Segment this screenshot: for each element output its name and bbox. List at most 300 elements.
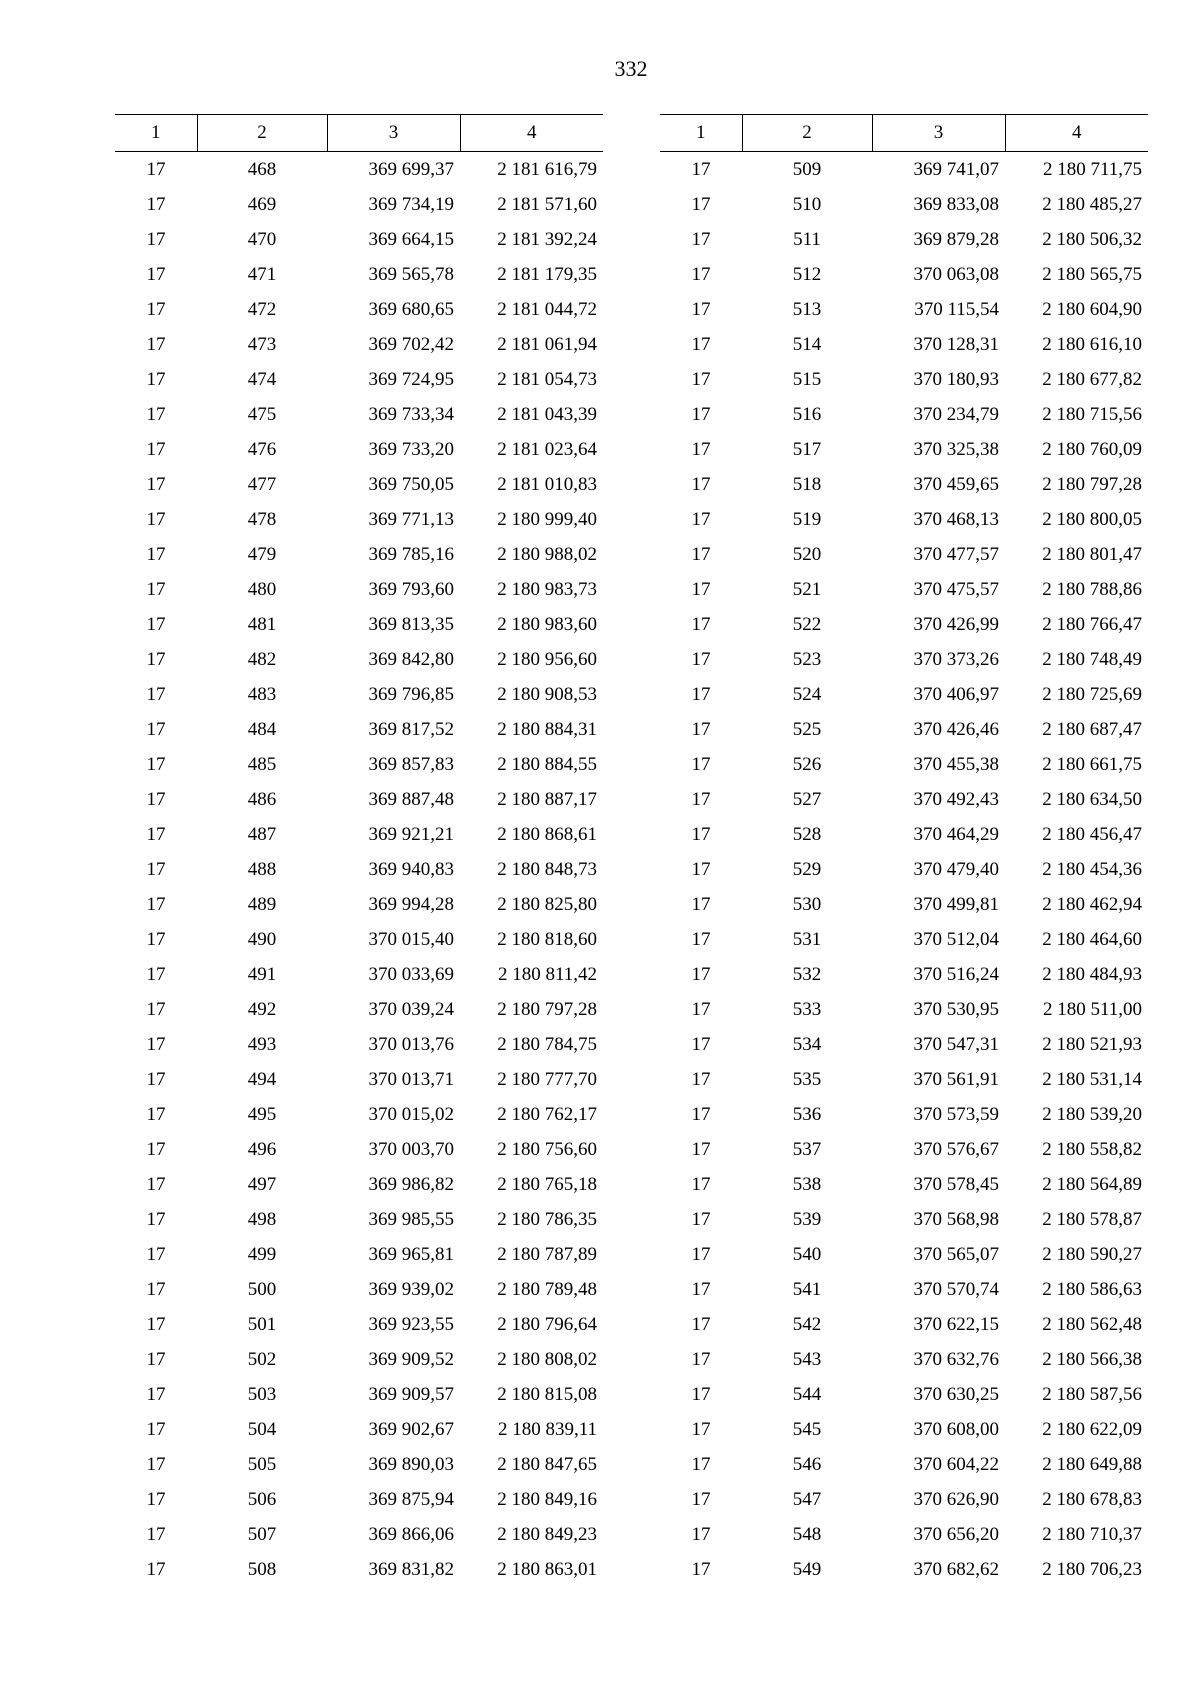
table-cell-col-2: 535 [792, 1068, 822, 1090]
table-cell-col-3: 370 063,08 [913, 263, 999, 285]
table-cell-col-2: 492 [247, 998, 277, 1020]
table-cell-col-2: 510 [792, 193, 822, 215]
table-cell-col-4: 2 180 988,02 [497, 543, 597, 565]
table-row [115, 1132, 603, 1167]
table-cell-col-4: 2 180 839,11 [497, 1418, 597, 1440]
table-cell-col-2: 537 [792, 1138, 822, 1160]
table-cell-col-1: 17 [146, 1138, 166, 1160]
table-cell-col-1: 17 [691, 228, 711, 250]
table-cell-col-2: 528 [792, 823, 822, 845]
table-row [115, 677, 603, 712]
table-row [660, 642, 1148, 677]
table-row [660, 712, 1148, 747]
table-cell-col-4: 2 180 765,18 [497, 1173, 597, 1195]
table-cell-col-1: 17 [146, 1488, 166, 1510]
table-row [660, 887, 1148, 922]
table-cell-col-1: 17 [146, 1523, 166, 1545]
table-cell-col-1: 17 [691, 823, 711, 845]
table-cell-col-4: 2 180 511,00 [1042, 998, 1142, 1020]
table-cell-col-2: 542 [792, 1313, 822, 1335]
table-cell-col-4: 2 180 849,23 [497, 1523, 597, 1545]
table-row [660, 1552, 1148, 1587]
table-row [660, 467, 1148, 502]
table-cell-col-1: 17 [146, 508, 166, 530]
table-cell-col-1: 17 [146, 473, 166, 495]
table-row [660, 292, 1148, 327]
table-cell-col-4: 2 180 454,36 [1042, 858, 1142, 880]
table-cell-col-2: 512 [792, 263, 822, 285]
table-cell-col-4: 2 180 725,69 [1042, 683, 1142, 705]
table-cell-col-3: 370 426,99 [913, 613, 999, 635]
table-cell-col-2: 519 [792, 508, 822, 530]
table-cell-col-3: 369 733,20 [368, 438, 454, 460]
table-cell-col-4: 2 180 506,32 [1042, 228, 1142, 250]
table-row [660, 1237, 1148, 1272]
table-cell-col-4: 2 180 797,28 [497, 998, 597, 1020]
table-cell-col-4: 2 180 815,08 [497, 1383, 597, 1405]
table-cell-col-3: 369 796,85 [368, 683, 454, 705]
table-cell-col-4: 2 180 908,53 [497, 683, 597, 705]
table-cell-col-4: 2 181 010,83 [497, 473, 597, 495]
table-cell-col-1: 17 [691, 788, 711, 810]
table-cell-col-1: 17 [146, 1383, 166, 1405]
table-cell-col-1: 17 [146, 893, 166, 915]
table-row [115, 747, 603, 782]
table-cell-col-4: 2 180 849,16 [497, 1488, 597, 1510]
table-cell-col-2: 544 [792, 1383, 822, 1405]
table-cell-col-2: 475 [247, 403, 277, 425]
table-cell-col-1: 17 [691, 1558, 711, 1580]
table-cell-col-1: 17 [146, 1453, 166, 1475]
table-row [660, 852, 1148, 887]
table-row [660, 747, 1148, 782]
table-row [115, 1202, 603, 1237]
table-cell-col-4: 2 180 706,23 [1042, 1558, 1142, 1580]
table-cell-col-3: 370 039,24 [368, 998, 454, 1020]
table-row [660, 782, 1148, 817]
table-row [115, 712, 603, 747]
table-cell-col-4: 2 180 634,50 [1042, 788, 1142, 810]
table-cell-col-2: 496 [247, 1138, 277, 1160]
table-cell-col-2: 473 [247, 333, 277, 355]
table-cell-col-2: 476 [247, 438, 277, 460]
table-cell-col-3: 370 234,79 [913, 403, 999, 425]
table-cell-col-4: 2 180 789,48 [497, 1278, 597, 1300]
column-header-1: 1 [660, 115, 742, 152]
table-cell-col-2: 483 [247, 683, 277, 705]
table-cell-col-3: 369 680,65 [368, 298, 454, 320]
table-row [660, 1307, 1148, 1342]
table-cell-col-4: 2 180 565,75 [1042, 263, 1142, 285]
table-cell-col-3: 370 576,67 [913, 1138, 999, 1160]
table-cell-col-4: 2 180 616,10 [1042, 333, 1142, 355]
table-cell-col-1: 17 [146, 228, 166, 250]
table-cell-col-3: 370 475,57 [913, 578, 999, 600]
table-row [115, 1027, 603, 1062]
table-cell-col-3: 370 512,04 [913, 928, 999, 950]
table-cell-col-2: 511 [793, 228, 821, 250]
table-cell-col-2: 484 [247, 718, 277, 740]
table-cell-col-2: 502 [247, 1348, 277, 1370]
table-cell-col-4: 2 180 562,48 [1042, 1313, 1142, 1335]
table-cell-col-3: 369 879,28 [913, 228, 999, 250]
table-cell-col-3: 370 477,57 [913, 543, 999, 565]
table-row [115, 1272, 603, 1307]
table-cell-col-3: 370 632,76 [913, 1348, 999, 1370]
table-cell-col-4: 2 180 811,42 [497, 963, 597, 985]
table-row [115, 397, 603, 432]
table-cell-col-1: 17 [146, 613, 166, 635]
table-row [115, 257, 603, 292]
table-row [115, 572, 603, 607]
table-cell-col-1: 17 [691, 263, 711, 285]
table-cell-col-4: 2 181 043,39 [497, 403, 597, 425]
table-cell-col-1: 17 [146, 928, 166, 950]
table-row [660, 1517, 1148, 1552]
table-cell-col-1: 17 [691, 858, 711, 880]
table-cell-col-4: 2 180 788,86 [1042, 578, 1142, 600]
table-cell-col-4: 2 180 847,65 [497, 1453, 597, 1475]
table-cell-col-3: 369 939,02 [368, 1278, 454, 1300]
table-cell-col-1: 17 [146, 1173, 166, 1195]
table-row [115, 362, 603, 397]
table-cell-col-2: 486 [247, 788, 277, 810]
table-cell-col-1: 17 [146, 683, 166, 705]
table-cell-col-1: 17 [146, 823, 166, 845]
table-cell-col-3: 369 734,19 [368, 193, 454, 215]
table-cell-col-4: 2 180 848,73 [497, 858, 597, 880]
table-cell-col-1: 17 [691, 1418, 711, 1440]
table-cell-col-4: 2 180 484,93 [1042, 963, 1142, 985]
table-row [660, 1272, 1148, 1307]
table-cell-col-1: 17 [146, 298, 166, 320]
table-cell-col-4: 2 180 687,47 [1042, 718, 1142, 740]
table-cell-col-4: 2 180 818,60 [497, 928, 597, 950]
table-cell-col-1: 17 [691, 1173, 711, 1195]
table-cell-col-3: 370 128,31 [913, 333, 999, 355]
table-cell-col-3: 369 866,06 [368, 1523, 454, 1545]
table-cell-col-1: 17 [691, 1208, 711, 1230]
table-cell-col-2: 488 [247, 858, 277, 880]
column-header-4: 4 [460, 115, 603, 152]
table-row [660, 1377, 1148, 1412]
table-cell-col-4: 2 180 710,37 [1042, 1523, 1142, 1545]
table-cell-col-3: 369 994,28 [368, 893, 454, 915]
table-cell-col-3: 369 771,13 [368, 508, 454, 530]
table-row [115, 1482, 603, 1517]
table-cell-col-2: 534 [792, 1033, 822, 1055]
table-row [115, 1377, 603, 1412]
table-body [115, 152, 603, 1588]
table-cell-col-4: 2 180 564,89 [1042, 1173, 1142, 1195]
table-row [660, 1342, 1148, 1377]
table-cell-col-4: 2 180 622,09 [1042, 1418, 1142, 1440]
table-cell-col-2: 532 [792, 963, 822, 985]
table-cell-col-2: 538 [792, 1173, 822, 1195]
table-row [115, 642, 603, 677]
table-cell-col-3: 370 622,15 [913, 1313, 999, 1335]
table-cell-col-1: 17 [691, 613, 711, 635]
column-header-4: 4 [1005, 115, 1148, 152]
table-cell-col-3: 370 426,46 [913, 718, 999, 740]
table-cell-col-4: 2 180 586,63 [1042, 1278, 1142, 1300]
table-cell-col-3: 370 464,29 [913, 823, 999, 845]
column-header-2: 2 [197, 115, 327, 152]
table-cell-col-4: 2 180 756,60 [497, 1138, 597, 1160]
table-cell-col-3: 370 033,69 [368, 963, 454, 985]
table-row [115, 852, 603, 887]
table-row [115, 1447, 603, 1482]
table-cell-col-3: 369 833,08 [913, 193, 999, 215]
table-row [660, 817, 1148, 852]
table-cell-col-2: 474 [247, 368, 277, 390]
table-cell-col-1: 17 [146, 648, 166, 670]
table-cell-col-1: 17 [691, 333, 711, 355]
coordinates-table-right [660, 114, 1148, 1587]
table-cell-col-2: 521 [792, 578, 822, 600]
table-cell-col-2: 497 [247, 1173, 277, 1195]
table-cell-col-4: 2 180 808,02 [497, 1348, 597, 1370]
table-cell-col-2: 526 [792, 753, 822, 775]
table-cell-col-4: 2 180 956,60 [497, 648, 597, 670]
table-cell-col-3: 370 656,20 [913, 1523, 999, 1545]
table-cell-col-4: 2 180 649,88 [1042, 1453, 1142, 1475]
table-cell-col-2: 469 [247, 193, 277, 215]
table-cell-col-2: 506 [247, 1488, 277, 1510]
table-cell-col-3: 369 986,82 [368, 1173, 454, 1195]
table-row [660, 992, 1148, 1027]
table-cell-col-3: 370 530,95 [913, 998, 999, 1020]
table-cell-col-4: 2 181 061,94 [497, 333, 597, 355]
table-row [115, 1307, 603, 1342]
table-cell-col-1: 17 [691, 158, 711, 180]
table-cell-col-3: 370 604,22 [913, 1453, 999, 1475]
table-cell-col-3: 369 817,52 [368, 718, 454, 740]
table-row [115, 1552, 603, 1587]
coordinates-table-left [115, 114, 603, 1587]
table-row [115, 957, 603, 992]
table-cell-col-3: 369 842,80 [368, 648, 454, 670]
table-cell-col-3: 369 909,57 [368, 1383, 454, 1405]
table-cell-col-4: 2 180 462,94 [1042, 893, 1142, 915]
table-cell-col-4: 2 180 884,31 [497, 718, 597, 740]
table-row [115, 1517, 603, 1552]
table-cell-col-3: 370 492,43 [913, 788, 999, 810]
table-cell-col-3: 370 373,26 [913, 648, 999, 670]
table-row [115, 327, 603, 362]
table-cell-col-1: 17 [691, 1068, 711, 1090]
table-cell-col-4: 2 181 179,35 [497, 263, 597, 285]
table-cell-col-3: 370 455,38 [913, 753, 999, 775]
table-cell-col-4: 2 181 392,24 [497, 228, 597, 250]
table-cell-col-2: 539 [792, 1208, 822, 1230]
table-row [115, 992, 603, 1027]
table-cell-col-2: 540 [792, 1243, 822, 1265]
table-row [660, 362, 1148, 397]
table-cell-col-4: 2 180 801,47 [1042, 543, 1142, 565]
table-cell-col-2: 498 [247, 1208, 277, 1230]
table-cell-col-4: 2 180 777,70 [497, 1068, 597, 1090]
table-cell-col-3: 370 547,31 [913, 1033, 999, 1055]
table-cell-col-2: 468 [247, 158, 277, 180]
table-cell-col-1: 17 [146, 263, 166, 285]
table-row [660, 957, 1148, 992]
table-cell-col-4: 2 181 023,64 [497, 438, 597, 460]
table-cell-col-1: 17 [691, 963, 711, 985]
table-row [115, 1062, 603, 1097]
table-cell-col-2: 547 [792, 1488, 822, 1510]
table-header [660, 115, 1148, 152]
table-row [660, 1202, 1148, 1237]
table-cell-col-3: 369 785,16 [368, 543, 454, 565]
table-cell-col-1: 17 [691, 1138, 711, 1160]
table-cell-col-4: 2 180 678,83 [1042, 1488, 1142, 1510]
table-cell-col-4: 2 180 800,05 [1042, 508, 1142, 530]
table-row [660, 432, 1148, 467]
table-cell-col-2: 531 [792, 928, 822, 950]
table-cell-col-4: 2 180 884,55 [497, 753, 597, 775]
table-cell-col-1: 17 [146, 858, 166, 880]
table-cell-col-2: 501 [247, 1313, 277, 1335]
table-cell-col-1: 17 [691, 1523, 711, 1545]
table-cell-col-3: 370 682,62 [913, 1558, 999, 1580]
table-cell-col-2: 515 [792, 368, 822, 390]
table-cell-col-3: 369 793,60 [368, 578, 454, 600]
table-cell-col-3: 370 479,40 [913, 858, 999, 880]
table-cell-col-1: 17 [146, 753, 166, 775]
table-cell-col-2: 482 [247, 648, 277, 670]
table-cell-col-2: 549 [792, 1558, 822, 1580]
table-cell-col-2: 516 [792, 403, 822, 425]
table-cell-col-1: 17 [146, 998, 166, 1020]
table-cell-col-1: 17 [691, 1278, 711, 1300]
table-row [660, 922, 1148, 957]
table-row [115, 502, 603, 537]
table-cell-col-4: 2 180 825,80 [497, 893, 597, 915]
table-cell-col-1: 17 [146, 1208, 166, 1230]
table-cell-col-2: 505 [247, 1453, 277, 1475]
table-cell-col-4: 2 181 044,72 [497, 298, 597, 320]
table-cell-col-3: 370 608,00 [913, 1418, 999, 1440]
table-cell-col-4: 2 180 796,64 [497, 1313, 597, 1335]
table-row [115, 292, 603, 327]
table-cell-col-1: 17 [691, 753, 711, 775]
table-row [660, 607, 1148, 642]
table-cell-col-3: 370 180,93 [913, 368, 999, 390]
table-row [660, 257, 1148, 292]
table-cell-col-3: 370 626,90 [913, 1488, 999, 1510]
table-cell-col-3: 370 115,54 [914, 298, 999, 320]
table-cell-col-3: 370 015,40 [368, 928, 454, 950]
table-cell-col-4: 2 180 661,75 [1042, 753, 1142, 775]
table-cell-col-1: 17 [691, 893, 711, 915]
table-cell-col-4: 2 180 521,93 [1042, 1033, 1142, 1055]
table-row [115, 922, 603, 957]
table-cell-col-3: 370 568,98 [913, 1208, 999, 1230]
table-row [660, 537, 1148, 572]
table-cell-col-3: 369 702,42 [368, 333, 454, 355]
table-row [660, 1062, 1148, 1097]
table-cell-col-1: 17 [146, 718, 166, 740]
table-cell-col-1: 17 [691, 368, 711, 390]
table-cell-col-1: 17 [691, 1383, 711, 1405]
table-cell-col-4: 2 180 539,20 [1042, 1103, 1142, 1125]
table-row [115, 152, 603, 188]
table-cell-col-4: 2 180 887,17 [497, 788, 597, 810]
table-cell-col-4: 2 180 715,56 [1042, 403, 1142, 425]
table-cell-col-2: 545 [792, 1418, 822, 1440]
table-cell-col-2: 479 [247, 543, 277, 565]
table-cell-col-2: 523 [792, 648, 822, 670]
table-cell-col-1: 17 [146, 438, 166, 460]
table-cell-col-3: 370 565,07 [913, 1243, 999, 1265]
table-cell-col-2: 491 [247, 963, 277, 985]
table-cell-col-1: 17 [146, 1068, 166, 1090]
table-cell-col-3: 369 664,15 [368, 228, 454, 250]
table-cell-col-3: 369 909,52 [368, 1348, 454, 1370]
table-cell-col-3: 370 516,24 [913, 963, 999, 985]
table-cell-col-3: 369 902,67 [368, 1418, 454, 1440]
table-row [660, 572, 1148, 607]
table-row [115, 467, 603, 502]
table-cell-col-3: 369 750,05 [368, 473, 454, 495]
table-cell-col-1: 17 [691, 1313, 711, 1335]
table-cell-col-2: 503 [247, 1383, 277, 1405]
table-body [660, 152, 1148, 1588]
header-row [660, 115, 1148, 152]
table-cell-col-4: 2 180 999,40 [497, 508, 597, 530]
table-row [115, 537, 603, 572]
table-cell-col-4: 2 180 711,75 [1042, 158, 1142, 180]
table-cell-col-3: 369 699,37 [368, 158, 454, 180]
table-cell-col-1: 17 [691, 508, 711, 530]
table-row [115, 187, 603, 222]
table-cell-col-3: 370 013,71 [368, 1068, 454, 1090]
table-cell-col-3: 369 565,78 [368, 263, 454, 285]
table-row [660, 1167, 1148, 1202]
table-cell-col-4: 2 180 558,82 [1042, 1138, 1142, 1160]
table-cell-col-1: 17 [691, 578, 711, 600]
table-cell-col-3: 369 813,35 [368, 613, 454, 635]
table-cell-col-3: 370 630,25 [913, 1383, 999, 1405]
table-cell-col-1: 17 [146, 1348, 166, 1370]
table-cell-col-2: 520 [792, 543, 822, 565]
table-row [660, 1482, 1148, 1517]
table-cell-col-3: 369 724,95 [368, 368, 454, 390]
table-row [660, 502, 1148, 537]
table-cell-col-2: 524 [792, 683, 822, 705]
table-cell-col-4: 2 180 983,60 [497, 613, 597, 635]
table-cell-col-2: 507 [247, 1523, 277, 1545]
table-cell-col-2: 487 [247, 823, 277, 845]
header-row [115, 115, 603, 152]
table-cell-col-2: 480 [247, 578, 277, 600]
table-row [660, 1132, 1148, 1167]
table-cell-col-4: 2 181 616,79 [497, 158, 597, 180]
table-cell-col-3: 369 887,48 [368, 788, 454, 810]
table-cell-col-2: 489 [247, 893, 277, 915]
table-row [660, 1027, 1148, 1062]
table-cell-col-4: 2 180 677,82 [1042, 368, 1142, 390]
table-cell-col-4: 2 180 760,09 [1042, 438, 1142, 460]
table-cell-col-1: 17 [146, 578, 166, 600]
table-cell-col-4: 2 180 784,75 [497, 1033, 597, 1055]
column-header-2: 2 [742, 115, 872, 152]
table-cell-col-1: 17 [146, 963, 166, 985]
table-cell-col-2: 471 [247, 263, 277, 285]
table-cell-col-3: 369 965,81 [368, 1243, 454, 1265]
table-cell-col-2: 493 [247, 1033, 277, 1055]
